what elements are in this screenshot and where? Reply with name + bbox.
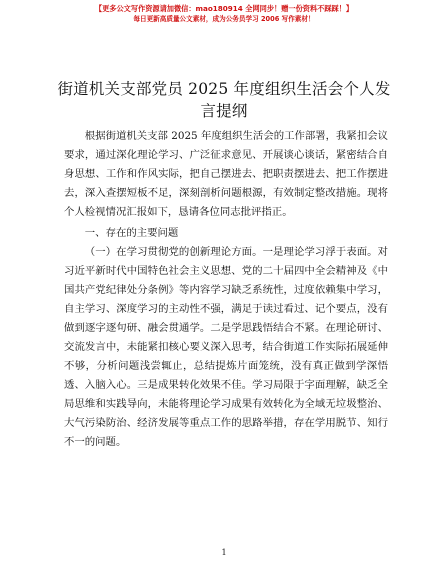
page-number: 1	[221, 548, 227, 557]
promo-banner-line-2: 每日更新高质量公文素材，成为公务员学习 2006 写作素材！	[133, 15, 315, 23]
document-title: 街道机关支部党员 2025 年度组织生活会个人发言提纲	[57, 80, 391, 120]
document-body	[64, 127, 388, 452]
section-heading: 一、存在的主要问题	[84, 227, 179, 239]
body-paragraph: （一）在学习贯彻党的创新理论方面。一是理论学习浮于表面。对习近平新时代中国特色社会主义思想、党的二十届四中全会精神及《中国共产党纪律处分条例》等内容学习缺乏系统性，过度依赖集中学习，自主学习、深度学习的主动性不强，满足于读过看过、记个要点，没有做到逐字逐句研、融会贯通学。二是学思践悟结合不紧。在理论研讨、交流发言中，未能紧扣核心要义深入思考，结合街道工作实际拓展延伸不够，分析问题浅尝辄止，总结提炼片面笼统，没有真正做到学深悟透、入脑入心。三是成果转化效果不佳。学习局限于字面理解，缺乏全局思维和实践导向，未能将理论学习成果有效转化为全域无垃圾整治、大气污染防治、经济发展等重点工作的思路举措，存在学用脱节、知行不一的问题。	[64, 246, 388, 448]
promo-banner	[0, 4, 448, 24]
intro-paragraph: 根据街道机关支部 2025 年度组织生活会的工作部署，我紧扣会议要求，通过深化理论学习、广泛征求意见、开展谈心谈话，紧密结合自身思想、工作和作风实际，把自己摆进去、把职责摆进去、把工作摆进去，深入查摆短板不足，深刻剖析问题根源，有效制定整改措施。现将个人检视情况汇报如下，恳请各位同志批评指正。	[64, 130, 388, 218]
promo-banner-line-1: 【更多公文写作资源请加微信：mao180914 全网同步！赠一份资料不踩踩！】	[94, 4, 354, 13]
